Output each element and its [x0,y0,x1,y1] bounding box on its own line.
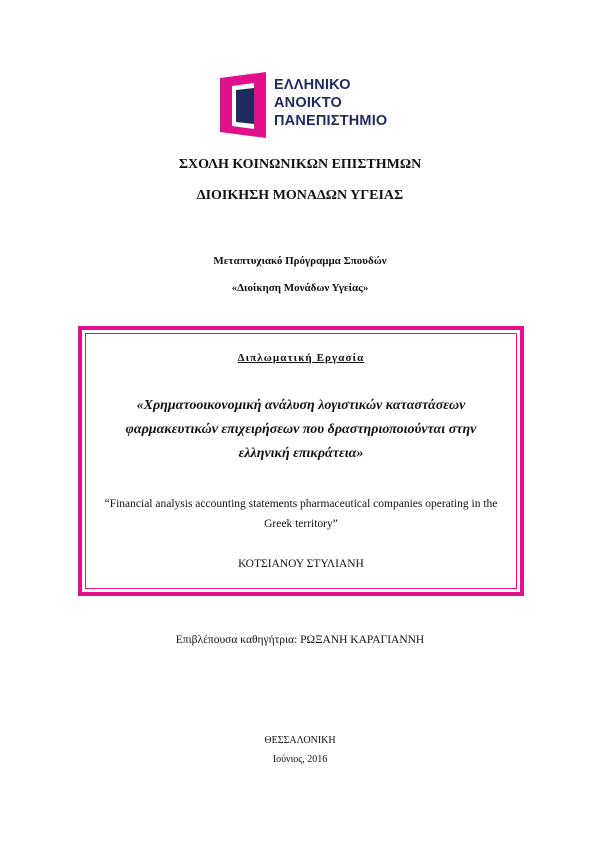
university-name [274,76,404,130]
university-logo [216,72,396,138]
university-emblem-icon [216,72,274,138]
department-name: ΔΙΟΙΚΗΣΗ ΜΟΝΑΔΩΝ ΥΓΕΙΑΣ [196,188,404,203]
thesis-title-english: “Financial analysis accounting statements pharmaceutical companies operating in the Greek territory” [104,498,498,530]
logo-line-2: ΑΝΟΙΚΤΟ [274,95,342,111]
logo-line-3: ΠΑΝΕΠΙΣΤΗΜΙΟ [274,113,388,129]
program-name: «Διοίκηση Μονάδων Υγείας» [231,282,369,294]
supervisor: Επιβλέπουσα καθηγήτρια: ΡΩΞΑΝΗ ΚΑΡΑΓΙΑΝΝΗ [175,634,425,646]
thesis-type-label: Διπλωματική Εργασία [237,352,365,364]
city: ΘΕΣΣΑΛΟΝΙΚΗ [264,735,336,746]
thesis-title-greek: «Χρηματοοικονομική ανάλυση λογιστικών καταστάσεων φαρμακευτικών επιχειρήσεων που δραστηριοποιούνται στην ελληνική επικράτεια» [125,398,477,461]
school-name: ΣΧΟΛΗ ΚΟΙΝΩΝΙΚΩΝ ΕΠΙΣΤΗΜΩΝ [178,157,422,172]
program-label: Μεταπτυχιακό Πρόγραμμα Σπουδών [213,255,387,267]
logo-line-1: ΕΛΛΗΝΙΚΟ [274,77,351,93]
thesis-frame [78,326,524,596]
thesis-type [82,352,520,364]
date: Ιούνιος, 2016 [272,754,328,765]
thesis-author: ΚΟΤΣΙΑΝΟΥ ΣΤΥΛΙΑΝΗ [238,558,364,570]
